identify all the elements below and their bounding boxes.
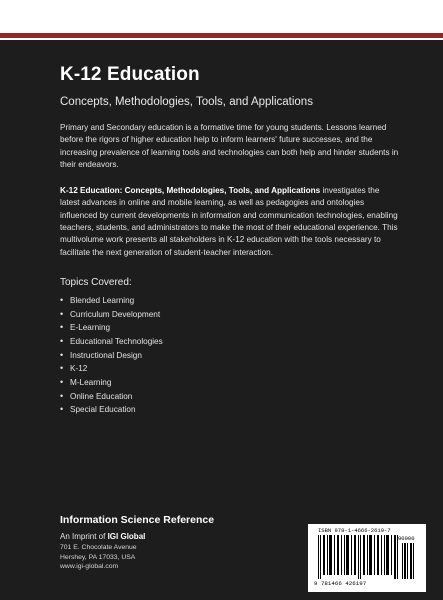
accent-band xyxy=(0,33,443,38)
description-paragraph-2 xyxy=(60,185,400,259)
imprint-line xyxy=(60,532,280,541)
topic-item: • Instructional Design xyxy=(60,349,400,363)
imprint-name: IGI Global xyxy=(107,532,146,541)
book-title-inline: K-12 Education: Concepts, Methodologies, Tools, and Applications xyxy=(60,186,321,196)
barcode-addon-number: 90000 xyxy=(398,535,415,542)
topic-item: • Educational Technologies xyxy=(60,335,400,349)
address-line-2: Hershey, PA 17033, USA xyxy=(60,553,136,561)
topic-item: • E-Learning xyxy=(60,321,400,335)
book-subtitle: Concepts, Methodologies, Tools, and Applications xyxy=(60,96,313,108)
topic-item: • K-12 xyxy=(60,362,400,376)
address-line-1: 701 E. Chocolate Avenue xyxy=(60,544,137,551)
description-paragraph-2-text: investigates the latest advances in online and mobile learning, as well as pedagogies and ontologies influenced by current developments in information and communication technologies, enabling teachers, students, and administrators to make the most of their educational experience. This multivolume work presents all stakeholders in K-12 education with the tools necessary to facilitate the next generation of student-teacher interaction. xyxy=(60,186,398,257)
publisher-block xyxy=(60,514,280,572)
topic-item: • Blended Learning xyxy=(60,294,400,308)
barcode-bars xyxy=(316,535,416,579)
topics-list xyxy=(60,294,400,417)
description-paragraph-1: Primary and Secondary education is a formative time for young students. Lessons learned before the rigors of higher education help to inform learners' future successes, and the increasing prevalence of learning tools and technologies can both help and hinder students in their endeavors. xyxy=(60,123,399,169)
topics-heading: Topics Covered: xyxy=(60,276,132,288)
isbn-label: ISBN 978-1-4666-2619-7 xyxy=(318,527,391,534)
topic-item: • M-Learning xyxy=(60,376,400,390)
topic-item: • Online Education xyxy=(60,390,400,404)
publisher-address xyxy=(60,543,280,572)
isbn-barcode xyxy=(308,524,426,592)
barcode-number: 9 781466 426197 xyxy=(314,580,367,587)
book-title: K-12 Education xyxy=(60,64,200,85)
imprint-prefix: An Imprint of xyxy=(60,532,108,541)
topic-item: • Special Education xyxy=(60,403,400,417)
cover-content xyxy=(60,64,400,417)
publisher-website: www.igi-global.com xyxy=(60,563,119,571)
publisher-name: Information Science Reference xyxy=(60,514,215,526)
topic-item: • Curriculum Development xyxy=(60,308,400,322)
